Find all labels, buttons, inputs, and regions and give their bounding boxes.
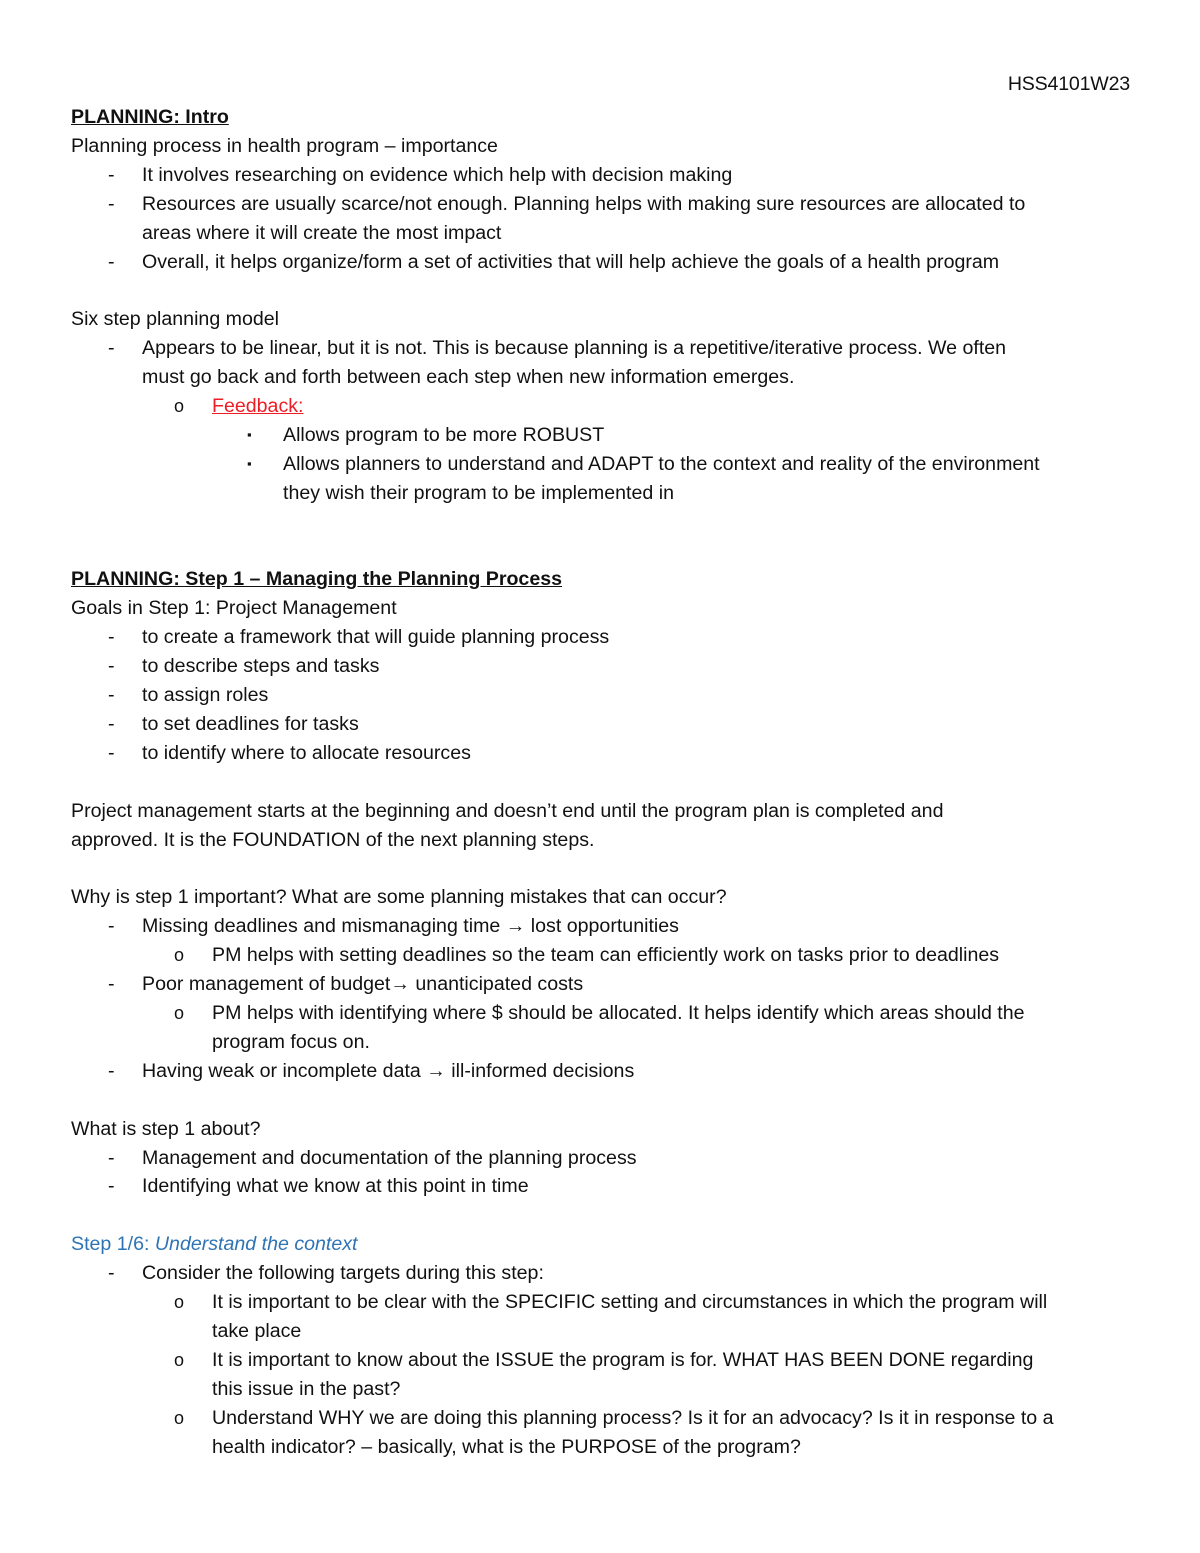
dash-bullet: - [108, 655, 115, 678]
circle-bullet: o [174, 1003, 185, 1024]
list-item: o It is important to know about the ISSUE the program is for. WHAT HAS BEEN DONE regarding [71, 1346, 1133, 1375]
list-item: o It is important to be clear with the SPECIFIC setting and circumstances in which the program will [71, 1288, 1133, 1317]
dash-bullet: - [108, 192, 115, 215]
list-item: - Missing deadlines and mismanaging time → lost opportunities [71, 912, 1133, 941]
list-item: - to create a framework that will guide planning process [71, 623, 1133, 652]
dash-bullet: - [108, 250, 115, 273]
feedback-label: Feedback: [212, 395, 304, 418]
list-item: - Appears to be linear, but it is not. This is because planning is a repetitive/iterative process. We often [71, 334, 1133, 363]
dash-bullet: - [108, 973, 115, 996]
course-code: HSS4101W23 [1007, 73, 1130, 95]
list-item: - Having weak or incomplete data → ill-informed decisions [71, 1057, 1133, 1086]
about-heading: What is step 1 about? [71, 1117, 261, 1140]
list-item-continuation: program focus on. [212, 1030, 370, 1053]
list-item: o Understand WHY we are doing this planning process? Is it for an advocacy? Is it in response to a [71, 1404, 1133, 1433]
list-item: - Consider the following targets during this step: [71, 1259, 1133, 1288]
arrow-icon: → [505, 915, 526, 938]
pm-paragraph-line: approved. It is the FOUNDATION of the next planning steps. [71, 828, 595, 851]
list-item: - to set deadlines for tasks [71, 710, 1133, 739]
intro-subheading: Planning process in health program – importance [71, 134, 498, 157]
circle-bullet: o [174, 1407, 185, 1428]
square-bullet: ▪ [247, 455, 252, 471]
dash-bullet: - [108, 626, 115, 649]
list-item: - Overall, it helps organize/form a set of activities that will help achieve the goals of a health program [71, 248, 1133, 277]
dash-bullet: - [108, 1175, 115, 1198]
list-item: - Management and documentation of the planning process [71, 1144, 1133, 1173]
list-item-continuation: health indicator? – basically, what is the PURPOSE of the program? [212, 1435, 801, 1458]
list-item: - It involves researching on evidence which help with decision making [71, 161, 1133, 190]
dash-bullet: - [108, 713, 115, 735]
list-item-continuation: areas where it will create the most impact [142, 221, 502, 244]
dash-bullet: - [108, 163, 115, 186]
list-item: ▪ Allows planners to understand and ADAPT to the context and reality of the environment [71, 450, 1133, 479]
arrow-icon: → [390, 973, 410, 996]
list-item: o PM helps with setting deadlines so the team can efficiently work on tasks prior to deadlines [71, 941, 1133, 970]
step-1-6-heading: Step 1/6: Understand the context [71, 1233, 358, 1256]
list-item [71, 392, 1133, 421]
square-bullet: ▪ [247, 426, 252, 442]
pm-paragraph-line: Project management starts at the beginning and doesn’t end until the program plan is completed and [71, 799, 944, 822]
list-item: ▪ Allows program to be more ROBUST [71, 421, 1133, 450]
dash-bullet: - [108, 1059, 115, 1082]
goals-heading: Goals in Step 1: Project Management [71, 597, 397, 620]
arrow-icon: → [426, 1059, 446, 1082]
six-step-subheading: Six step planning model [71, 308, 280, 331]
dash-bullet: - [108, 1262, 115, 1285]
list-item: - to describe steps and tasks [71, 652, 1133, 681]
circle-bullet: o [174, 1292, 185, 1313]
circle-bullet: o [174, 1349, 185, 1370]
why-heading: Why is step 1 important? What are some planning mistakes that can occur? [71, 886, 727, 909]
list-item: - to identify where to allocate resources [71, 739, 1133, 768]
dash-bullet: - [108, 915, 115, 938]
list-item: - to assign roles [71, 681, 1133, 710]
dash-bullet: - [108, 741, 115, 764]
list-item: - Identifying what we know at this point in time [71, 1172, 1133, 1201]
list-item: - Resources are usually scarce/not enough. Planning helps with making sure resources are allocated to [71, 190, 1133, 219]
list-item-continuation: this issue in the past? [212, 1377, 401, 1400]
circle-bullet: o [174, 396, 185, 417]
list-item-continuation: they wish their program to be implemented in [283, 481, 674, 504]
list-item-continuation: take place [212, 1319, 302, 1342]
circle-bullet: o [174, 945, 185, 966]
dash-bullet: - [108, 337, 115, 360]
list-item: o PM helps with identifying where $ should be allocated. It helps identify which areas should the [71, 999, 1133, 1028]
intro-heading: PLANNING: Intro [71, 106, 229, 128]
dash-bullet: - [108, 684, 115, 707]
dash-bullet: - [108, 1146, 115, 1169]
list-item-continuation: must go back and forth between each step when new information emerges. [142, 366, 795, 389]
document-body [71, 103, 1133, 1462]
list-item: - Poor management of budget→ unanticipated costs [71, 970, 1133, 999]
step1-heading: PLANNING: Step 1 – Managing the Planning Process [71, 568, 563, 591]
